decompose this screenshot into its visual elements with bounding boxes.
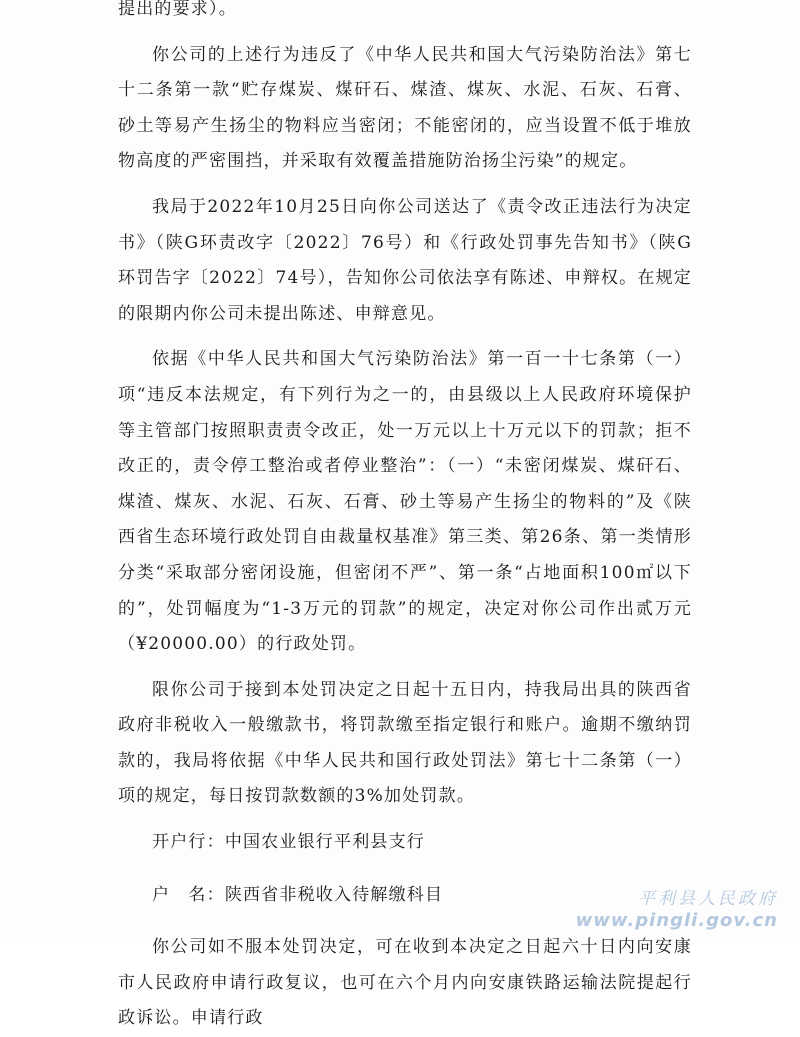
site-watermark bbox=[576, 888, 778, 932]
account-label: 户 名： bbox=[152, 884, 225, 905]
account-value: 陕西省非税收入待解缴科目 bbox=[224, 884, 444, 905]
watermark-url: www.pingli.gov.cn bbox=[575, 910, 778, 931]
bank-line bbox=[118, 825, 692, 861]
paragraph-notice: 我局于2022年10月25日向你公司送达了《责令改正违法行为决定书》（陕G环责改字〔2022〕76号）和《行政处罚事先告知书》（陕G环罚告字〔2022〕74号），告知你公司依法享有陈述、申辩权。在规定的限期内你公司未提出陈述、申辩意见。 bbox=[118, 196, 692, 324]
watermark-title: 平利县人民政府 bbox=[638, 889, 778, 909]
bank-label: 开户行： bbox=[152, 832, 225, 853]
paragraph-intro-tail: 提出的要求）。 bbox=[118, 0, 237, 19]
document-body bbox=[118, 0, 692, 1037]
bank-value: 中国农业银行平利县支行 bbox=[224, 832, 426, 853]
paragraph-appeal: 你公司如不服本处罚决定，可在收到本决定之日起六十日内向安康市人民政府申请行政复议，也可在六个月内向安康铁路运输法院提起行政诉讼。申请行政 bbox=[118, 937, 692, 1029]
paragraph-basis: 依据《中华人民共和国大气污染防治法》第一百一十七条第（一）项“违反本法规定，有下列行为之一的，由县级以上人民政府环境保护等主管部门按照职责责令改正，处一万元以上十万元以下的罚款；拒不改正的，责令停工整治或者停业整治”：（一）“未密闭煤炭、煤矸石、煤渣、煤灰、水泥、石灰、石膏、砂土等易产生扬尘的物料的”及《陕西省生态环境行政处罚自由裁量权基准》第三类、第26条、第一类情形分类“采取部分密闭设施，但密闭不严”、第一条“占地面积100㎡以下的”，处罚幅度为“1-3万元的罚款”的规定，决定对你公司作出贰万元（¥20000.00）的行政处罚。 bbox=[118, 349, 692, 655]
paragraph-payment: 限你公司于接到本处罚决定之日起十五日内，持我局出具的陕西省政府非税收入一般缴款书，将罚款缴至指定银行和账户。逾期不缴纳罚款的，我局将依据《中华人民共和国行政处罚法》第七十二条第（一）项的规定，每日按罚款数额的3%加处罚款。 bbox=[118, 679, 692, 807]
paragraph-violation: 你公司的上述行为违反了《中华人民共和国大气污染防治法》第七十二条第一款“贮存煤炭、煤矸石、煤渣、煤灰、水泥、石灰、石膏、砂土等易产生扬尘的物料应当密闭；不能密闭的，应当设置不低于堆放物高度的严密围挡，并采取有效覆盖措施防治扬尘污染”的规定。 bbox=[118, 44, 692, 172]
